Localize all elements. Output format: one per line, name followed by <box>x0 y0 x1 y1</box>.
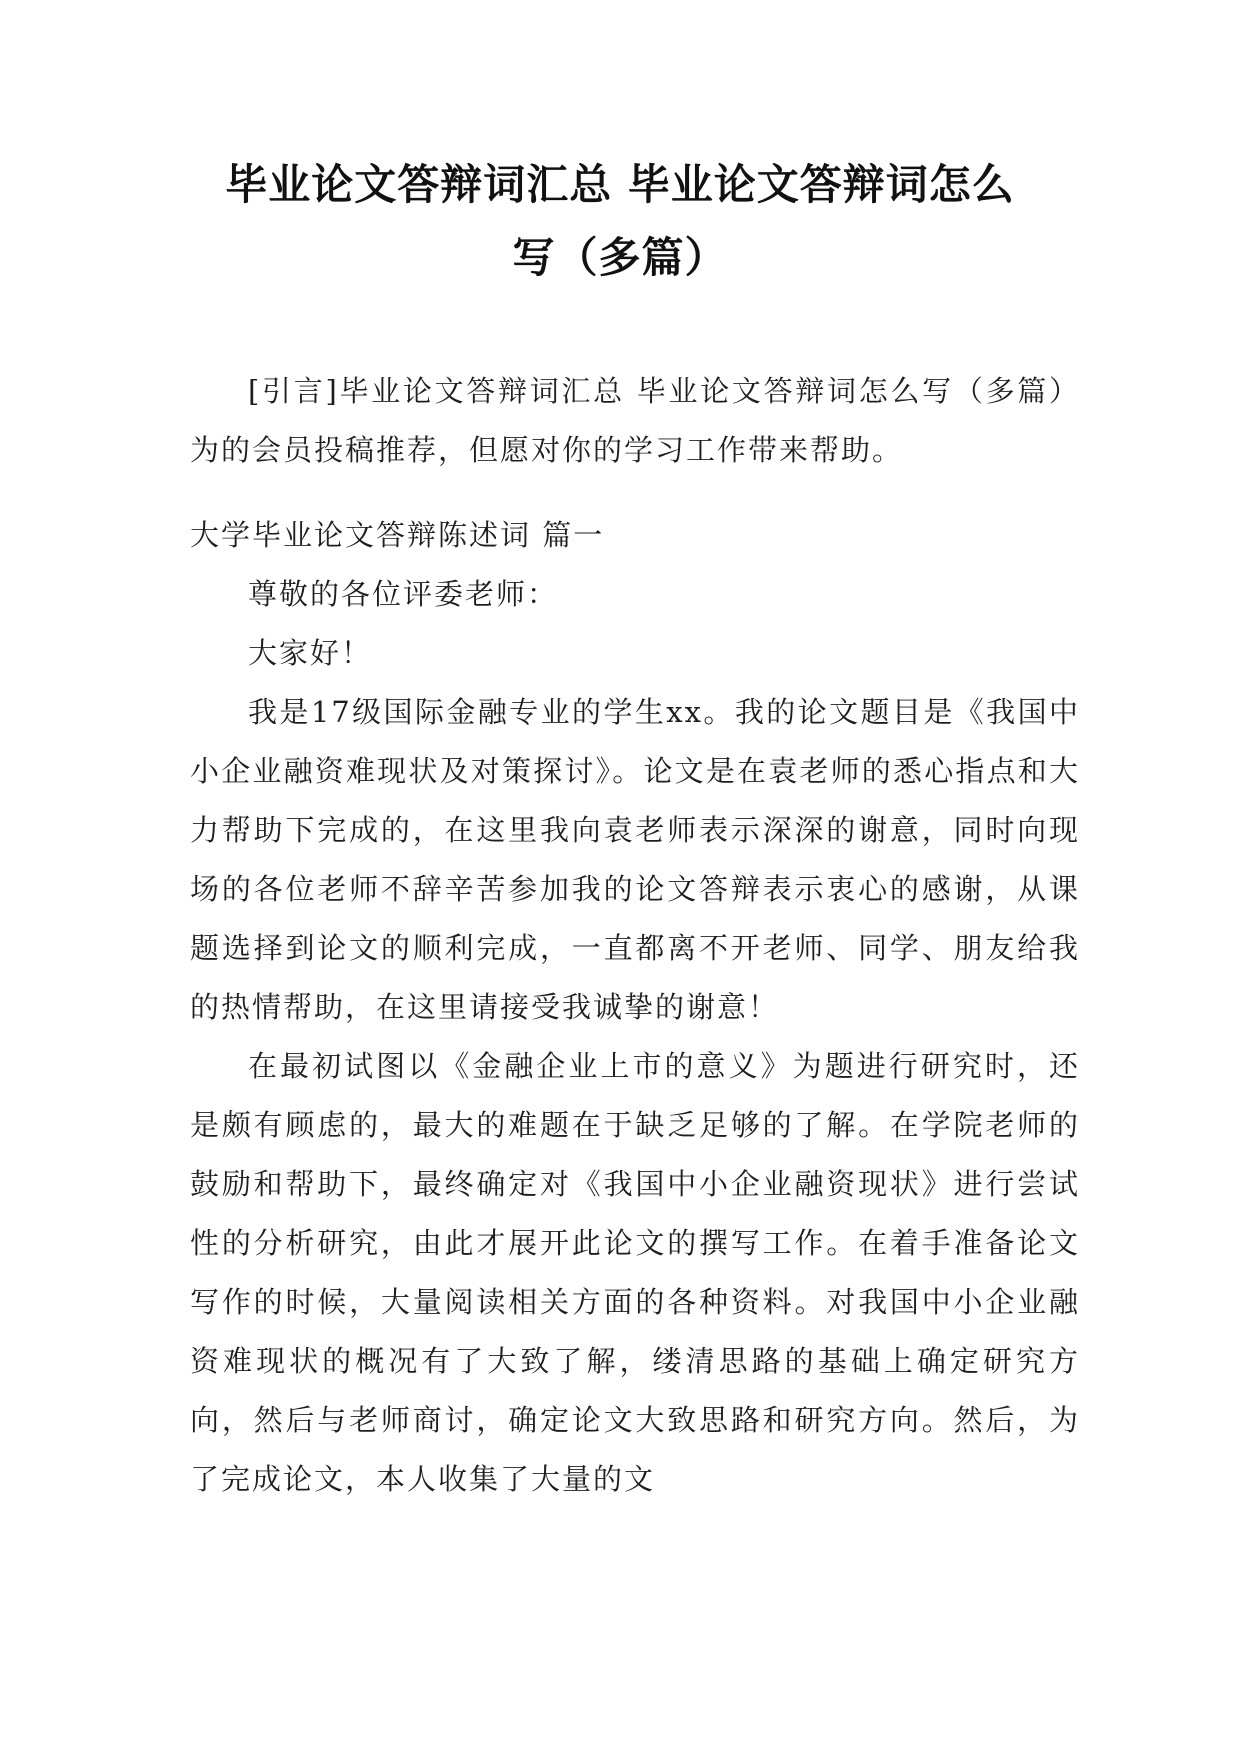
document-title-line-2: 写（多篇） <box>512 233 728 282</box>
greeting: 大家好！ <box>248 636 373 670</box>
body-paragraph-2: 在最初试图以《金融企业上市的意义》为题进行研究时，还是颇有顾虑的，最大的难题在于缺乏足够的了解。在学院老师的鼓励和帮助下，最终确定对《我国中小企业融资现状》进行尝试性的分析研究，由此才展开此论文的撰写工作。在着手准备论文写作的时候，大量阅读相关方面的各种资料。对我国中小企业融资难现状的概况有了大致了解，缕清思路的基础上确定研究方向，然后与老师商讨，确定论文大致思路和研究方向。然后，为了完成论文，本人收集了大量的文 <box>190 1049 1080 1496</box>
document-body <box>190 362 1080 1509</box>
body-paragraph-1: 我是17级国际金融专业的学生xx。我的论文题目是《我国中小企业融资难现状及对策探讨》。论文是在袁老师的悉心指点和大力帮助下完成的，在这里我向袁老师表示深深的谢意，同时向现场的各位老师不辞辛苦参加我的论文答辩表示衷心的感谢，从课题选择到论文的顺利完成，一直都离不开老师、同学、朋友给我的热情帮助，在这里请接受我诚挚的谢意！ <box>190 695 1080 1024</box>
section-heading: 大学毕业论文答辩陈述词 篇一 <box>190 518 605 552</box>
intro-paragraph: [引言]毕业论文答辩词汇总 毕业论文答辩词怎么写（多篇）为的会员投稿推荐，但愿对你的学习工作带来帮助。 <box>190 374 1080 467</box>
document-title-line-1: 毕业论文答辩词汇总 毕业论文答辩词怎么 <box>225 160 1015 209</box>
salutation: 尊敬的各位评委老师： <box>248 577 559 611</box>
